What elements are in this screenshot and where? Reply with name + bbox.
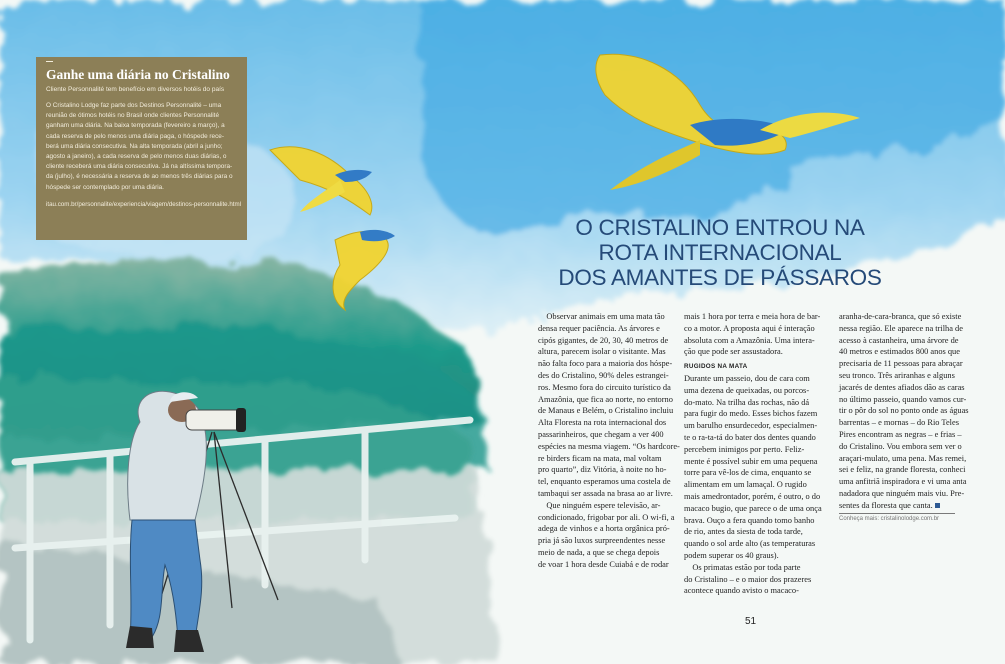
- text-line: des do Cristalino, 90% deles estrangei-: [538, 370, 669, 380]
- text-line: de rio, antes da siesta de toda tarde,: [684, 527, 803, 537]
- text-line: para fugir do medo. Esses bichos fazem: [684, 409, 818, 419]
- headline-line: ROTA INTERNACIONAL: [598, 240, 842, 265]
- article-headline: [540, 215, 900, 290]
- text-line: te o ra-ta-tá do bater dos dentes quando: [684, 432, 816, 442]
- text-line: uma anfitriã inspiradora e vi uma anta: [839, 477, 967, 487]
- text-line: absoluta com a Amazônia. Uma intera-: [684, 335, 815, 345]
- sidebar-title: Ganhe uma diária no Cristalino: [46, 67, 230, 82]
- text-line: altura, parecem isolar o visitante. Mas: [538, 347, 666, 357]
- sidebar-body-line: O Cristalino Lodge faz parte dos Destinos Personnalité – uma: [46, 102, 222, 109]
- text-line: mais amedrontador, porém, é outro, o do: [684, 491, 821, 501]
- text-line: meio de nada, a que se chega depois: [538, 547, 660, 557]
- sidebar-body-line: da (julho), é necessária a reserva de ao menos três diárias para o: [46, 173, 233, 181]
- text-line: 40 metros e estimados 800 anos que: [839, 347, 960, 357]
- text-line: Os primatas estão por toda parte: [684, 562, 801, 572]
- article-column-2: [684, 311, 822, 597]
- text-line: nessa região. Ele aparece na trilha de: [839, 323, 963, 333]
- sidebar-body-line: ganham uma diária. Na baixa temporada (fevereiro a março), a: [46, 122, 225, 130]
- text-line: adega de vinhos e a horta orgânica pró-: [538, 524, 670, 534]
- text-line: quando o sol arde alto (as temperaturas: [684, 539, 816, 549]
- text-line: precisaria de 11 pessoas para abraçar: [839, 359, 963, 369]
- text-line: condicionado, frigobar por ali. O wi-fi, a: [538, 512, 675, 522]
- text-line: ros. Mesmo fora do circuito turístico da: [538, 382, 671, 392]
- text-line: percebem inimigos por perto. Feliz-: [684, 444, 805, 454]
- text-line: no último passeio, quando vamos cur-: [839, 394, 967, 404]
- text-line: mais 1 hora por terra e meia hora de bar-: [684, 312, 821, 321]
- text-line: aranha-de-cara-branca, que só existe: [839, 312, 962, 321]
- more-info-link[interactable]: Conheça mais: cristalinolodge.com.br: [839, 513, 955, 522]
- end-mark-icon: [935, 503, 940, 508]
- text-line-last: [839, 500, 969, 512]
- text-line: do Cristalino – e o maior dos prazeres: [684, 574, 812, 584]
- text-line: de Manaus e Belém, o Cristalino incluiu: [538, 406, 674, 416]
- text-line: alimentam em um lamaçal. O rugido: [684, 480, 807, 490]
- text-line: sentes da floresta que canta.: [839, 500, 933, 510]
- text-line: ção que pode ser assustadora.: [684, 347, 783, 357]
- section-subhead: RUGIDOS NA MATA: [684, 363, 748, 371]
- text-line: tir o pôr do sol no ponto onde as águas: [839, 406, 969, 416]
- sidebar-body-line: hóspede ser contemplado por uma diária.: [46, 183, 164, 191]
- sidebar-link[interactable]: itau.com.br/personnalite/experiencia/viagem/destinos-personnalite.html: [46, 200, 242, 208]
- text-line: pria já são luxos surpreendentes nesse: [538, 536, 666, 546]
- text-line: uma dezena de queixadas, ou porcos-: [684, 385, 810, 395]
- text-line: espécies na mesma viagem. “Os hardcore-: [538, 441, 680, 451]
- sidebar-body: [46, 101, 238, 193]
- text-line: Que ninguém espere televisão, ar-: [538, 500, 661, 510]
- sidebar-body-line: agosto a janeiro), a cada reserva de pelo menos duas diárias, o: [46, 153, 227, 161]
- text-line: podem superar os 40 graus).: [684, 550, 779, 560]
- text-line: Amazônia, que fica ao norte, no entorno: [538, 394, 673, 404]
- text-line: Durante um passeio, dou de cara com: [684, 373, 810, 383]
- text-line: do Cristalino. Vou embora sem ver o: [839, 441, 962, 451]
- text-line: Pires encontram as negras – e frias –: [839, 429, 962, 439]
- text-line: mente é possível subir em uma pequena: [684, 456, 818, 466]
- text-line: de voar 1 hora desde Cuiabá e de rodar: [538, 559, 669, 569]
- article-column-3: [839, 311, 969, 512]
- text-line: co a motor. A proposta aqui é interação: [684, 323, 815, 333]
- promo-sidebar: [36, 57, 247, 240]
- sidebar-dash: [46, 61, 53, 62]
- sidebar-body-line: cada reserva de pelo menos uma diária paga, o hóspede rece-: [46, 132, 224, 140]
- article-column-1: [538, 311, 680, 571]
- text-line: re birders ficam na mata, mal voltam: [538, 453, 662, 463]
- text-line: tel, enquanto esperamos uma costela de: [538, 477, 671, 487]
- sidebar-body-line: berá uma diária consecutiva. Na alta temporada (abril a junho;: [46, 142, 223, 150]
- text-line: acontece quando avisto o macaco-: [684, 586, 799, 596]
- sidebar-body-line: reunião de ótimos hotéis no Brasil onde clientes Personnalité: [46, 112, 220, 120]
- text-line: brava. Ouço a fera quando tomo banho: [684, 515, 815, 525]
- text-line: jacarés de dentes afiados dão as caras: [839, 382, 965, 392]
- text-line: torre para vê-los de cima, enquanto se: [684, 468, 812, 478]
- sidebar-subtitle: Cliente Personnalité tem benefício em diversos hotéis do país: [46, 86, 225, 93]
- text-line: Alta Floresta na rota internacional dos: [538, 418, 667, 428]
- text-line: densa requer paciência. As árvores e: [538, 323, 660, 333]
- page-number: 51: [745, 616, 757, 627]
- text-line: sei e feliz, na grande floresta, conheci: [839, 465, 966, 475]
- text-line: tambaqui ser assada na brasa ao ar livre.: [538, 488, 673, 498]
- text-line: um barulho ensurdecedor, especialmen-: [684, 421, 818, 431]
- text-line: não falta foco para a maioria dos hóspe-: [538, 359, 673, 369]
- text-line: araçari-mulato, uma pena. Mas remei,: [839, 453, 967, 463]
- text-line: nadadora que ninguém mais viu. Pre-: [839, 488, 965, 498]
- text-line: acesso à castanheira, uma árvore de: [839, 335, 959, 345]
- sidebar-body-line: cliente receberá uma diária consecutiva. Já na altíssima tempora-: [46, 163, 233, 171]
- text-line: seu tronco. Três ariranhas e alguns: [839, 370, 955, 380]
- text-line: macaco bugio, que parece o de uma onça: [684, 503, 822, 513]
- text-line: cipós gigantes, de 20, 30, 40 metros de: [538, 335, 669, 345]
- text-line: barrentas – e mornas – do Rio Teles: [839, 418, 959, 428]
- headline-line: DOS AMANTES DE PÁSSAROS: [558, 265, 882, 290]
- text-line: passarinheiros, que chegam a ver 400: [538, 429, 664, 439]
- text-line: Observar animais em uma mata tão: [538, 312, 665, 321]
- headline-line: O CRISTALINO ENTROU NA: [575, 215, 865, 240]
- text-line: pro quarto”, diz Vitória, à noite no ho-: [538, 465, 667, 475]
- text-line: do-mato. Na trilha das rochas, não dá: [684, 397, 810, 407]
